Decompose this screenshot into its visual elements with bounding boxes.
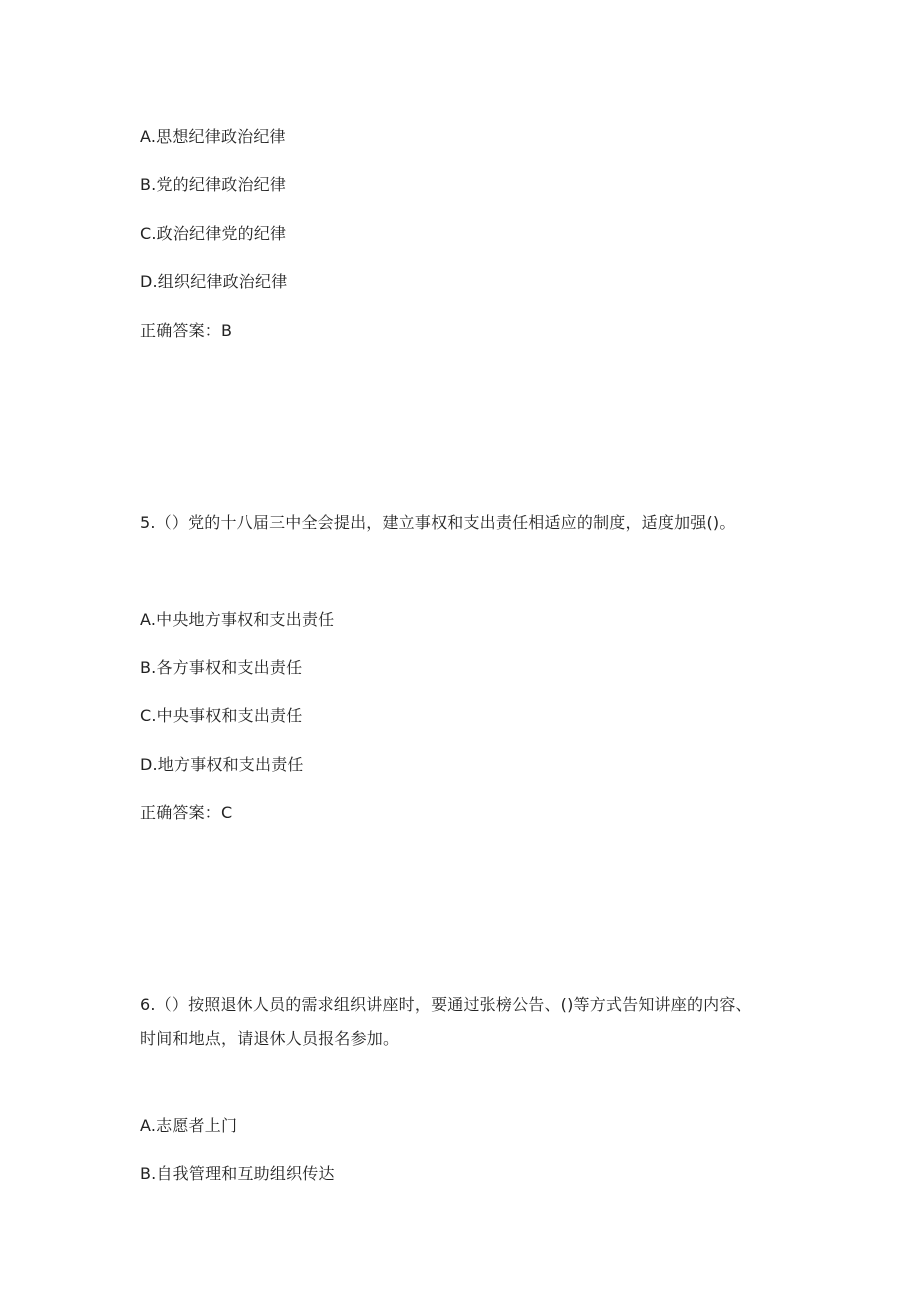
q4-option-a: A.思想纪律政治纪律 (140, 127, 286, 146)
q4-option-b: B.党的纪律政治纪律 (140, 175, 287, 194)
q6-option-a: A.志愿者上门 (140, 1116, 238, 1135)
q5-option-d: D.地方事权和支出责任 (140, 755, 304, 774)
q4-answer: 正确答案：B (140, 321, 233, 340)
q5-option-a: A.中央地方事权和支出责任 (140, 610, 335, 629)
q6-stem-line1: 6.（）按照退休人员的需求组织讲座时，要通过张榜公告、()等方式告知讲座的内容、 (140, 995, 752, 1014)
q4-option-d: D.组织纪律政治纪律 (140, 272, 288, 291)
q5-answer: 正确答案：C (140, 803, 233, 822)
q6-stem-line2: 时间和地点，请退休人员报名参加。 (140, 1029, 400, 1048)
q5-option-b: B.各方事权和支出责任 (140, 658, 303, 677)
q5-option-c: C.中央事权和支出责任 (140, 706, 303, 725)
q4-option-c: C.政治纪律党的纪律 (140, 224, 287, 243)
q5-stem: 5.（）党的十八届三中全会提出，建立事权和支出责任相适应的制度，适度加强()。 (140, 513, 736, 532)
q6-option-b: B.自我管理和互助组织传达 (140, 1164, 335, 1183)
